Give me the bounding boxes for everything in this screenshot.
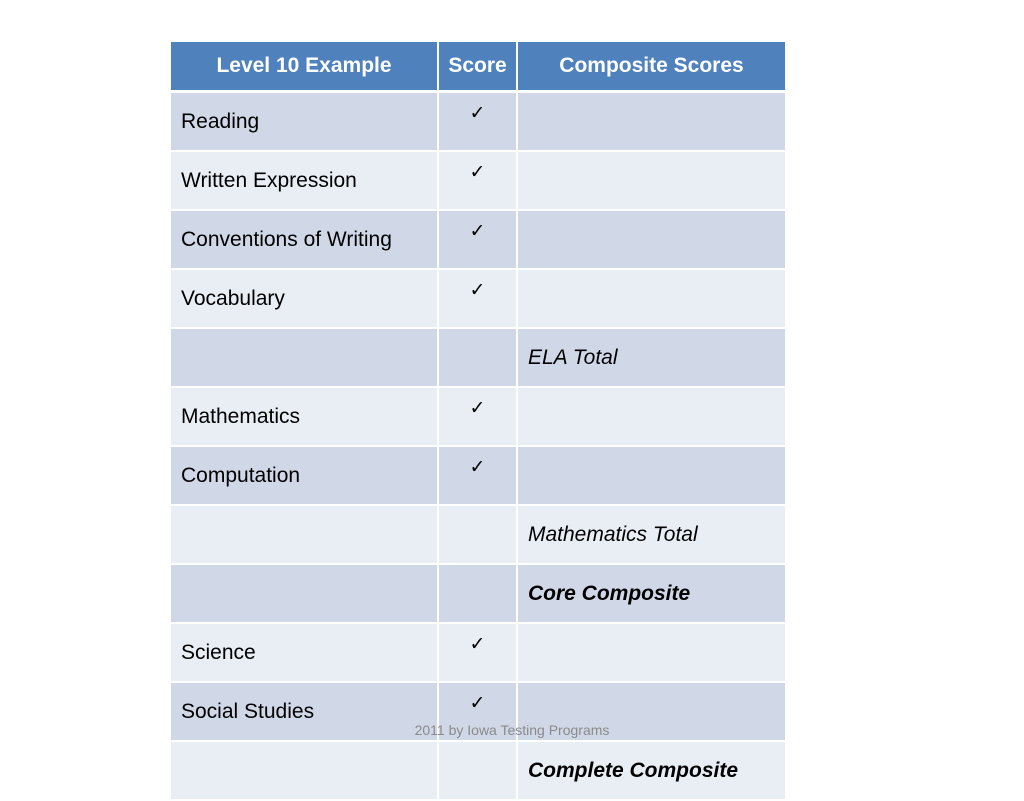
checkmark-icon: ✓ [438,387,517,446]
composite-ela-total: ELA Total [517,328,785,387]
subject-cell: Social Studies [171,682,438,741]
checkmark-icon: ✓ [438,623,517,682]
table-row [171,446,785,505]
composite-cell [517,623,785,682]
composite-cell [517,446,785,505]
table-row [171,151,785,210]
subject-cell [171,564,438,623]
table-row [171,210,785,269]
checkmark-icon: ✓ [438,210,517,269]
composite-mathematics-total: Mathematics Total [517,505,785,564]
checkmark-icon: ✓ [438,269,517,328]
table-header-row [171,42,785,92]
subject-cell [171,328,438,387]
score-cell [438,328,517,387]
composite-core-composite: Core Composite [517,564,785,623]
table-row [171,505,785,564]
composite-cell [517,210,785,269]
subject-cell: Computation [171,446,438,505]
score-cell [438,741,517,800]
header-composite-scores: Composite Scores [517,42,785,92]
composite-cell [517,387,785,446]
score-cell [438,505,517,564]
header-score: Score [438,42,517,92]
subject-cell [171,741,438,800]
table-row [171,92,785,152]
table-row [171,623,785,682]
table-row [171,328,785,387]
subject-cell [171,505,438,564]
subject-cell: Science [171,623,438,682]
checkmark-icon: ✓ [438,446,517,505]
composite-complete-composite: Complete Composite [517,741,785,800]
composite-cell [517,269,785,328]
footer-copyright: 2011 by Iowa Testing Programs [414,722,610,738]
subject-cell: Reading [171,92,438,152]
table-row [171,387,785,446]
composite-cell [517,151,785,210]
checkmark-icon: ✓ [438,151,517,210]
subject-cell: Written Expression [171,151,438,210]
table-row [171,741,785,800]
table-row [171,564,785,623]
subject-cell: Conventions of Writing [171,210,438,269]
composite-cell [517,92,785,152]
checkmark-icon: ✓ [438,682,517,741]
composite-scores-table [171,42,785,801]
subject-cell: Mathematics [171,387,438,446]
header-level-example: Level 10 Example [171,42,438,92]
score-cell [438,564,517,623]
subject-cell: Vocabulary [171,269,438,328]
table-row [171,269,785,328]
checkmark-icon: ✓ [438,92,517,152]
